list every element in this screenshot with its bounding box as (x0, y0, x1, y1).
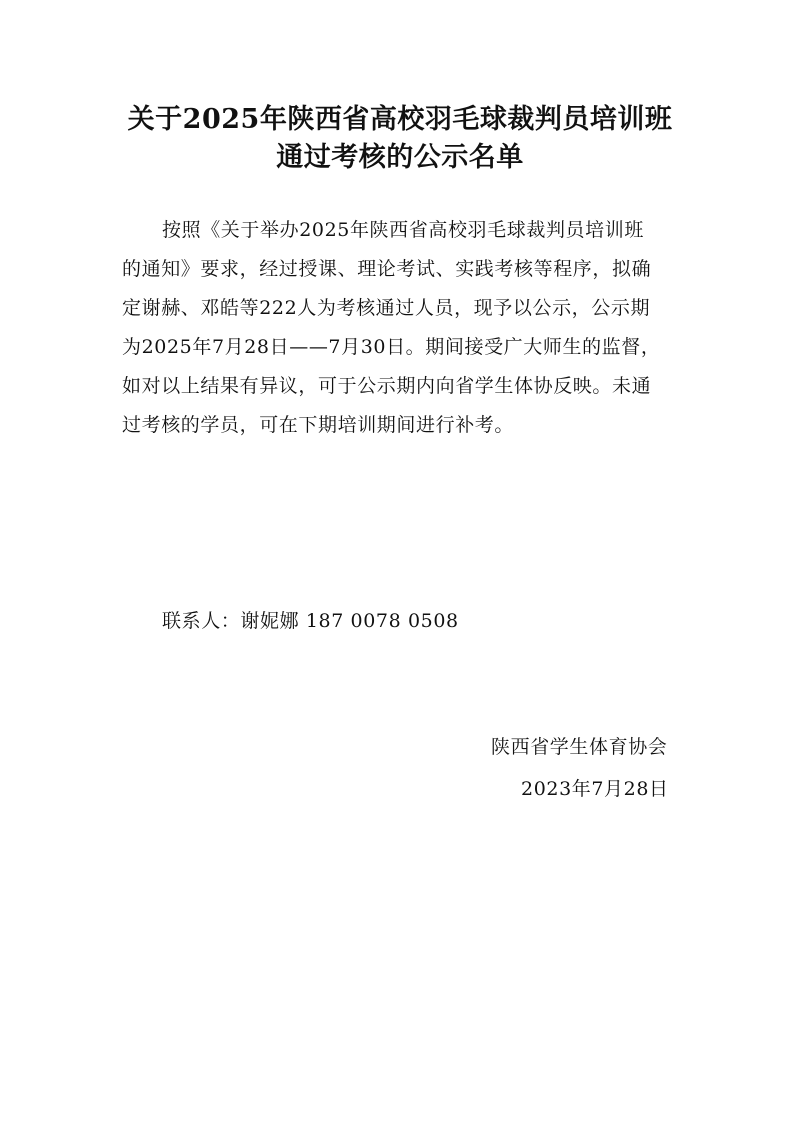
contact-info: 联系人：谢妮娜 187 0078 0508 (162, 610, 459, 632)
body-paragraph-line: 为2025年7月28日——7月30日。期间接受广大师生的监督， (122, 336, 661, 358)
body-paragraph-line: 的通知》要求，经过授课、理论考试、实践考核等程序，拟确 (122, 258, 652, 280)
body-paragraph-line: 按照《关于举办2025年陕西省高校羽毛球裁判员培训班 (162, 219, 644, 241)
body-paragraph-line: 过考核的学员，可在下期培训期间进行补考。 (122, 414, 515, 436)
body-paragraph-line: 定谢赫、邓皓等222人为考核通过人员，现予以公示，公示期 (122, 297, 651, 319)
body-paragraph-line: 如对以上结果有异议，可于公示期内向省学生体协反映。未通 (122, 375, 652, 397)
issuing-organization: 陕西省学生体育协会 (491, 736, 668, 758)
document-title-line-2: 通过考核的公示名单 (276, 142, 524, 173)
issue-date: 2023年7月28日 (521, 778, 669, 800)
document-title-line-1: 关于2025年陕西省高校羽毛球裁判员培训班 (127, 104, 673, 135)
